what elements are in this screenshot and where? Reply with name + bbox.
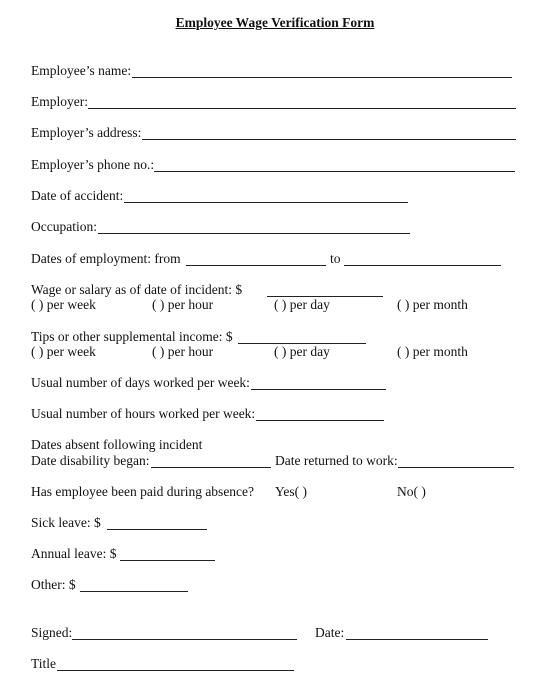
title-label: Title (31, 656, 57, 671)
title-line[interactable] (57, 670, 294, 671)
tips-per-day-option[interactable]: ( ) per day (274, 344, 330, 359)
sick-leave-line[interactable] (107, 529, 207, 530)
tips-label: Tips or other supplemental income: $ (31, 329, 233, 344)
absent-heading: Dates absent following incident (31, 437, 203, 452)
paid-no-option[interactable]: No( ) (397, 484, 426, 499)
usual-days-label: Usual number of days worked per week: (31, 375, 250, 390)
wage-per-week-option[interactable]: ( ) per week (31, 297, 96, 312)
signed-line[interactable] (72, 639, 297, 640)
employer-address-label: Employer’s address: (31, 125, 142, 140)
other-line[interactable] (80, 591, 188, 592)
sick-leave-label: Sick leave: $ (31, 515, 101, 530)
occupation-line[interactable] (98, 233, 410, 234)
signed-label: Signed: (31, 625, 73, 640)
employment-to-line[interactable] (344, 265, 501, 266)
wage-per-day-option[interactable]: ( ) per day (274, 297, 330, 312)
paid-yes-option[interactable]: Yes( ) (275, 484, 308, 499)
tips-per-month-option[interactable]: ( ) per month (397, 344, 468, 359)
wage-per-month-option[interactable]: ( ) per month (397, 297, 468, 312)
employer-address-line[interactable] (142, 139, 516, 140)
annual-leave-line[interactable] (120, 560, 215, 561)
disability-began-label: Date disability began: (31, 453, 150, 468)
employment-from-line[interactable] (186, 265, 326, 266)
employment-to-label: to (330, 251, 341, 266)
annual-leave-label: Annual leave: $ (31, 546, 117, 561)
paid-question: Has employee been paid during absence? (31, 484, 255, 499)
form-title: Employee Wage Verification Form (175, 15, 375, 30)
usual-hours-line[interactable] (256, 420, 384, 421)
tips-per-hour-option[interactable]: ( ) per hour (152, 344, 214, 359)
employer-phone-label: Employer’s phone no.: (31, 157, 155, 172)
employee-name-line[interactable] (132, 77, 512, 78)
occupation-label: Occupation: (31, 219, 97, 234)
date-line[interactable] (346, 639, 488, 640)
returned-to-work-label: Date returned to work: (275, 453, 398, 468)
usual-days-line[interactable] (251, 389, 386, 390)
other-label: Other: $ (31, 577, 76, 592)
tips-per-week-option[interactable]: ( ) per week (31, 344, 96, 359)
employer-line[interactable] (88, 108, 516, 109)
wage-label: Wage or salary as of date of incident: $ (31, 282, 243, 297)
disability-began-line[interactable] (151, 467, 271, 468)
employee-name-label: Employee’s name: (31, 63, 132, 78)
date-of-accident-line[interactable] (124, 202, 408, 203)
usual-hours-label: Usual number of hours worked per week: (31, 406, 256, 421)
dates-of-employment-label: Dates of employment: from (31, 251, 181, 266)
employer-phone-line[interactable] (154, 171, 515, 172)
returned-to-work-line[interactable] (398, 467, 514, 468)
date-of-accident-label: Date of accident: (31, 188, 124, 203)
wage-per-hour-option[interactable]: ( ) per hour (152, 297, 214, 312)
date-label: Date: (315, 625, 345, 640)
employer-label: Employer: (31, 94, 88, 109)
